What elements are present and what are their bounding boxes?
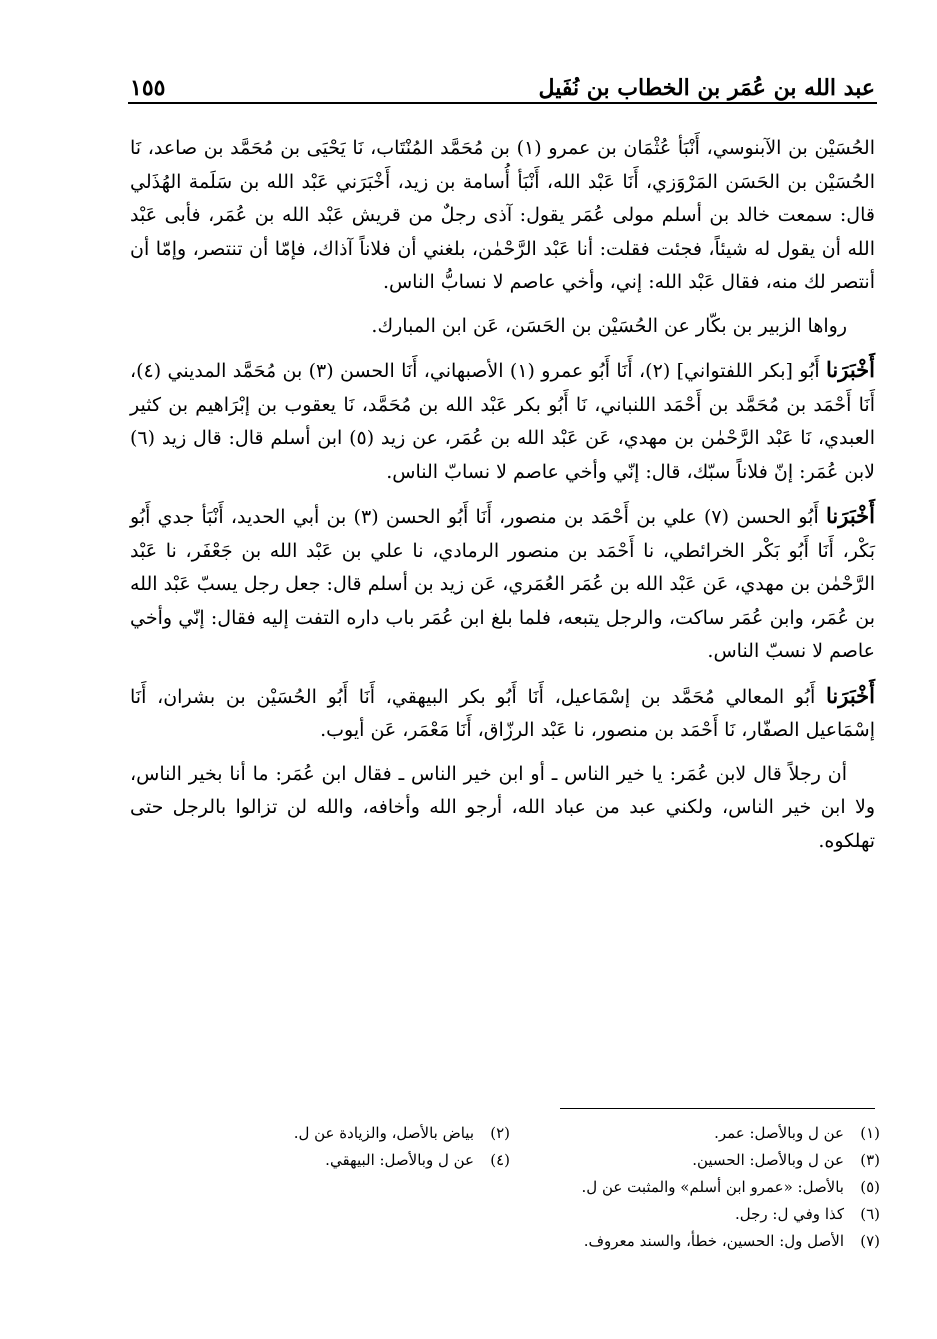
footnote-row: [230, 1201, 880, 1228]
paragraph: [130, 310, 875, 344]
footnote-number: (٣): [860, 1151, 880, 1169]
footnote-row: [230, 1174, 880, 1201]
footnote-text: عن ل وبالأصل: عمر.: [714, 1124, 844, 1142]
footnote-number: (٧): [860, 1232, 880, 1250]
paragraph-text: أَبُو [بكر اللفتواني] (٢)، أَنَا أَبُو عمرو (١) الأصبهاني، أَنَا الحسن (٣) بن مُحَمَّد المديني (٤)، أَنَا أَحْمَد بن مُحَمَّد بن أَحْمَد اللنباني، نَا أَبُو بكر عَبْد الله بن مُحَمَّد، نَا يعقوب بن إبْرَاهيم بن كثير العبدي، نَا عَبْد الرَّحْمٰن بن مهدي، عَن عَبْد الله بن عُمَر، عن زيد (٥) ابن أسلم قال: قال زيد (٦) لابن عُمَر: إنّ فلاناً سبّك، قال: إنّي وأخي عاصم لا نسابّ الناس.: [130, 360, 875, 483]
footnote: [230, 1147, 510, 1174]
paragraph-text: أَبُو المعالي مُحَمَّد بن إسْمَاعيل، أَنَا أَبُو بكر البيهقي، أَنَا أَبُو الحُسَيْن بن بشران، أَنَا إسْمَاعيل الصفّار، نَا أَحْمَد بن منصور، نا عَبْد الرزّاق، أَنَا مَعْمَر، عَن أيوب.: [130, 685, 875, 741]
page-number: ١٥٥: [130, 75, 166, 101]
footnote-number: (٦): [860, 1205, 880, 1223]
footnote: [510, 1174, 880, 1201]
paragraph-text: رواها الزبير بن بكّار عن الحُسَيْن بن الحَسَن، عَن ابن المبارك.: [371, 314, 847, 337]
footnotes: [230, 1120, 880, 1255]
page-header: [130, 70, 875, 106]
footnote-text: عن ل وبالأصل: الحسين.: [692, 1151, 844, 1169]
footnote-row: [230, 1120, 880, 1147]
sanad-lead: أَخْبَرَنا: [826, 503, 875, 528]
footnote: [510, 1228, 880, 1255]
footnote-row: [230, 1228, 880, 1255]
footnote-text: الأصل ول: الحسين، خطأ، والسند معروف.: [583, 1232, 844, 1250]
footnote: [510, 1120, 880, 1147]
main-text: [130, 132, 875, 858]
footnote-number: (٢): [490, 1124, 510, 1142]
paragraph: [130, 758, 875, 859]
sanad-lead: أَخْبَرَنا: [826, 682, 875, 708]
header-rule: [128, 102, 877, 104]
paragraph: [130, 132, 875, 300]
footnote: [510, 1147, 880, 1174]
footnote: [510, 1201, 880, 1228]
paragraph: [130, 353, 875, 489]
footnote-number: (٤): [490, 1151, 510, 1169]
footnote-text: كذا وفي ل: رجل.: [735, 1205, 844, 1223]
footnote-number: (٥): [860, 1178, 880, 1196]
paragraph: [130, 679, 875, 748]
footnote-text: بالأصل: «عمرو ابن أسلم» والمثبت عن ل.: [581, 1178, 844, 1196]
footnote-row: [230, 1147, 880, 1174]
paragraph-text: الحُسَيْن بن الآبنوسي، أَنْبَأ عُثْمَان بن عمرو (١) بن مُحَمَّد المُنْتَاب، نَا يَحْيَى بن مُحَمَّد بن صاعد، نَا الحُسَيْن بن الحَسَن المَرْوَزي، أَنَا عَبْد الله، أَنْبَأ أُسامة بن زيد، أَخْبَرَني عَبْد الله بن سَلَمة الهُذَلي قال: سمعت خالد بن أسلم مولى عُمَر يقول: آذى رجلٌ من قريش عَبْد الله بن عُمَر، فأبى عَبْد الله أن يقول له شيئاً، فجئت فقلت: أنا عَبْد الرَّحْمٰن، بلغني أن فلاناً آذاك، فإمّا أن تنتصر، وإمّا أن أنتصر لك منه، فقال عَبْد الله: إني، وأخي عاصم لا نسابُّ الناس.: [130, 137, 875, 293]
paragraph-text: أن رجلاً قال لابن عُمَر: يا خير الناس ـ أو ابن خير الناس ـ فقال ابن عُمَر: ما أنا بخير الناس، ولا ابن خير الناس، ولكني عبد من عباد الله، أرجو الله وأخافه، والله لن تزالوا بالرجل حتى تهلكوه.: [130, 762, 875, 852]
running-title: عبد الله بن عُمَر بن الخطاب بن نُفَيل: [538, 75, 875, 101]
sanad-lead: أَخْبَرَنا: [826, 357, 875, 382]
paragraph: [130, 499, 875, 669]
paragraph-text: أَبُو الحسن (٧) علي بن أَحْمَد بن منصور، أَنَا أَبُو الحسن (٣) بن أبي الحديد، أَنْبَأ جدي أَبُو بَكْر، أَنَا أَبُو بَكْر الخرائطي، نا أَحْمَد بن منصور الرمادي، نا علي بن عَبْد الله بن جَعْفَر، نا عَبْد الرَّحْمٰن بن مهدي، عَن عَبْد الله بن عُمَر العُمَري، عَن زيد بن أسلم قال: جعل رجل يسبّ عَبْد الله بن عُمَر، وابن عُمَر ساكت، والرجل يتبعه، فلما بلغ ابن عُمَر باب داره التفت إليه فقال: إنّي وأخي عاصم لا نسبّ الناس.: [130, 506, 875, 662]
footnote-number: (١): [860, 1124, 880, 1142]
footnote-text: عن ل وبالأصل: البيهقي.: [325, 1151, 474, 1169]
footnote-text: بياض بالأصل، والزيادة عن ل.: [293, 1124, 474, 1142]
footnote: [230, 1120, 510, 1147]
footnote-rule: [560, 1108, 875, 1109]
